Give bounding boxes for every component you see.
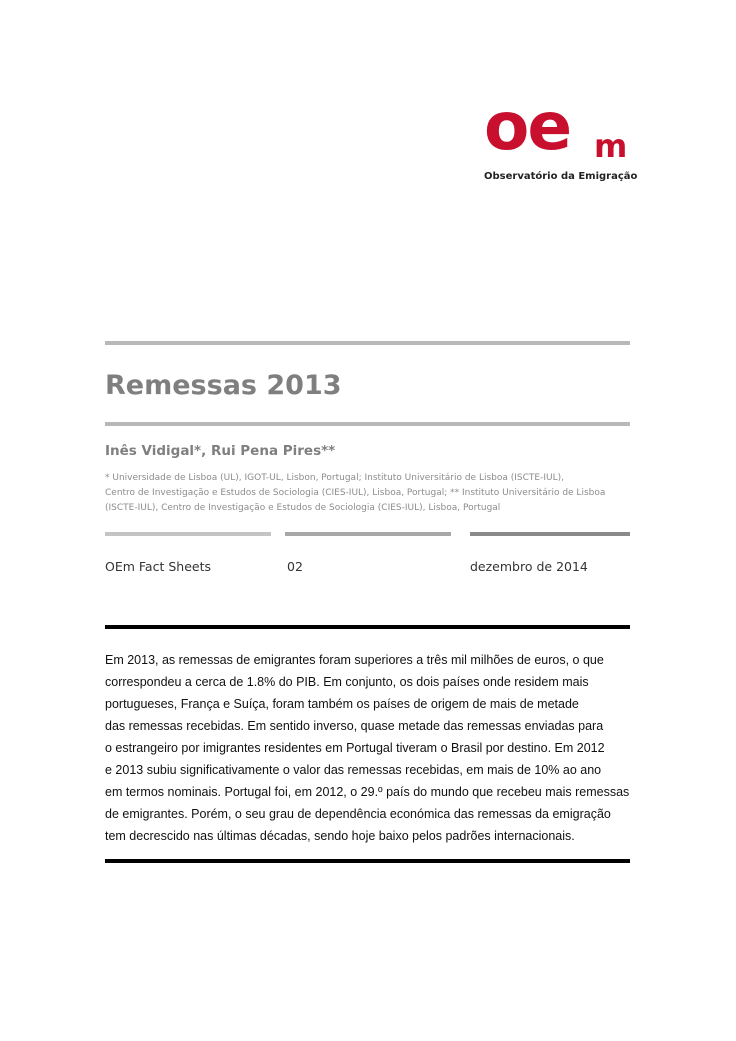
logo-mark <box>484 88 632 166</box>
affiliation-line: Centro de Investigação e Estudos de Sociologia (CIES-IUL), Lisboa, Portugal; ** Instituto Universitário de Lisboa <box>105 488 606 498</box>
abstract-line: tem decrescido nas últimas décadas, sendo hoje baixo pelos padrões internacionais. <box>105 829 575 843</box>
title-bottom-rule <box>105 422 630 426</box>
oem-logo <box>484 88 638 182</box>
affiliations <box>105 471 635 516</box>
authors: Inês Vidigal*, Rui Pena Pires** <box>105 443 336 459</box>
meta-bar-date <box>470 532 630 536</box>
meta-bar-number <box>285 532 451 536</box>
abstract-line: das remessas recebidas. Em sentido inverso, quase metade das remessas enviadas para <box>105 719 604 733</box>
abstract-line: Em 2013, as remessas de emigrantes foram superiores a três mil milhões de euros, o que <box>105 653 604 667</box>
logo-mark-m: m <box>594 127 628 165</box>
logo-mark-oe: oe <box>484 88 571 165</box>
abstract-line: em termos nominais. Portugal foi, em 2012, o 29.º país do mundo que recebeu mais remessas <box>105 785 630 799</box>
affiliation-line: * Universidade de Lisboa (UL), IGOT-UL, Lisbon, Portugal; Instituto Universitário de Lisboa (ISCTE-IUL), <box>105 473 564 483</box>
abstract-top-rule <box>105 625 630 629</box>
abstract-line: o estrangeiro por imigrantes residentes em Portugal tiveram o Brasil por destino. Em 2012 <box>105 741 605 755</box>
abstract <box>105 649 635 847</box>
publication-date: dezembro de 2014 <box>470 559 588 574</box>
abstract-line: de emigrantes. Porém, o seu grau de dependência económica das remessas da emigração <box>105 807 611 821</box>
meta-bar-series <box>105 532 271 536</box>
issue-number: 02 <box>287 559 303 574</box>
abstract-line: e 2013 subiu significativamente o valor das remessas recebidas, em mais de 10% ao ano <box>105 763 602 777</box>
abstract-line: portugueses, França e Suíça, foram também os países de origem de mais de metade <box>105 697 579 711</box>
logo-subtitle: Observatório da Emigração <box>484 171 638 182</box>
affiliation-line: (ISCTE-IUL), Centro de Investigação e Estudos de Sociologia (CIES-IUL), Lisboa, Portugal <box>105 503 501 513</box>
abstract-line: correspondeu a cerca de 1.8% do PIB. Em conjunto, os dois países onde residem mais <box>105 675 589 689</box>
abstract-bottom-rule <box>105 859 630 863</box>
series-name: OEm Fact Sheets <box>105 559 211 574</box>
page-title: Remessas 2013 <box>105 370 342 401</box>
title-top-rule <box>105 341 630 345</box>
